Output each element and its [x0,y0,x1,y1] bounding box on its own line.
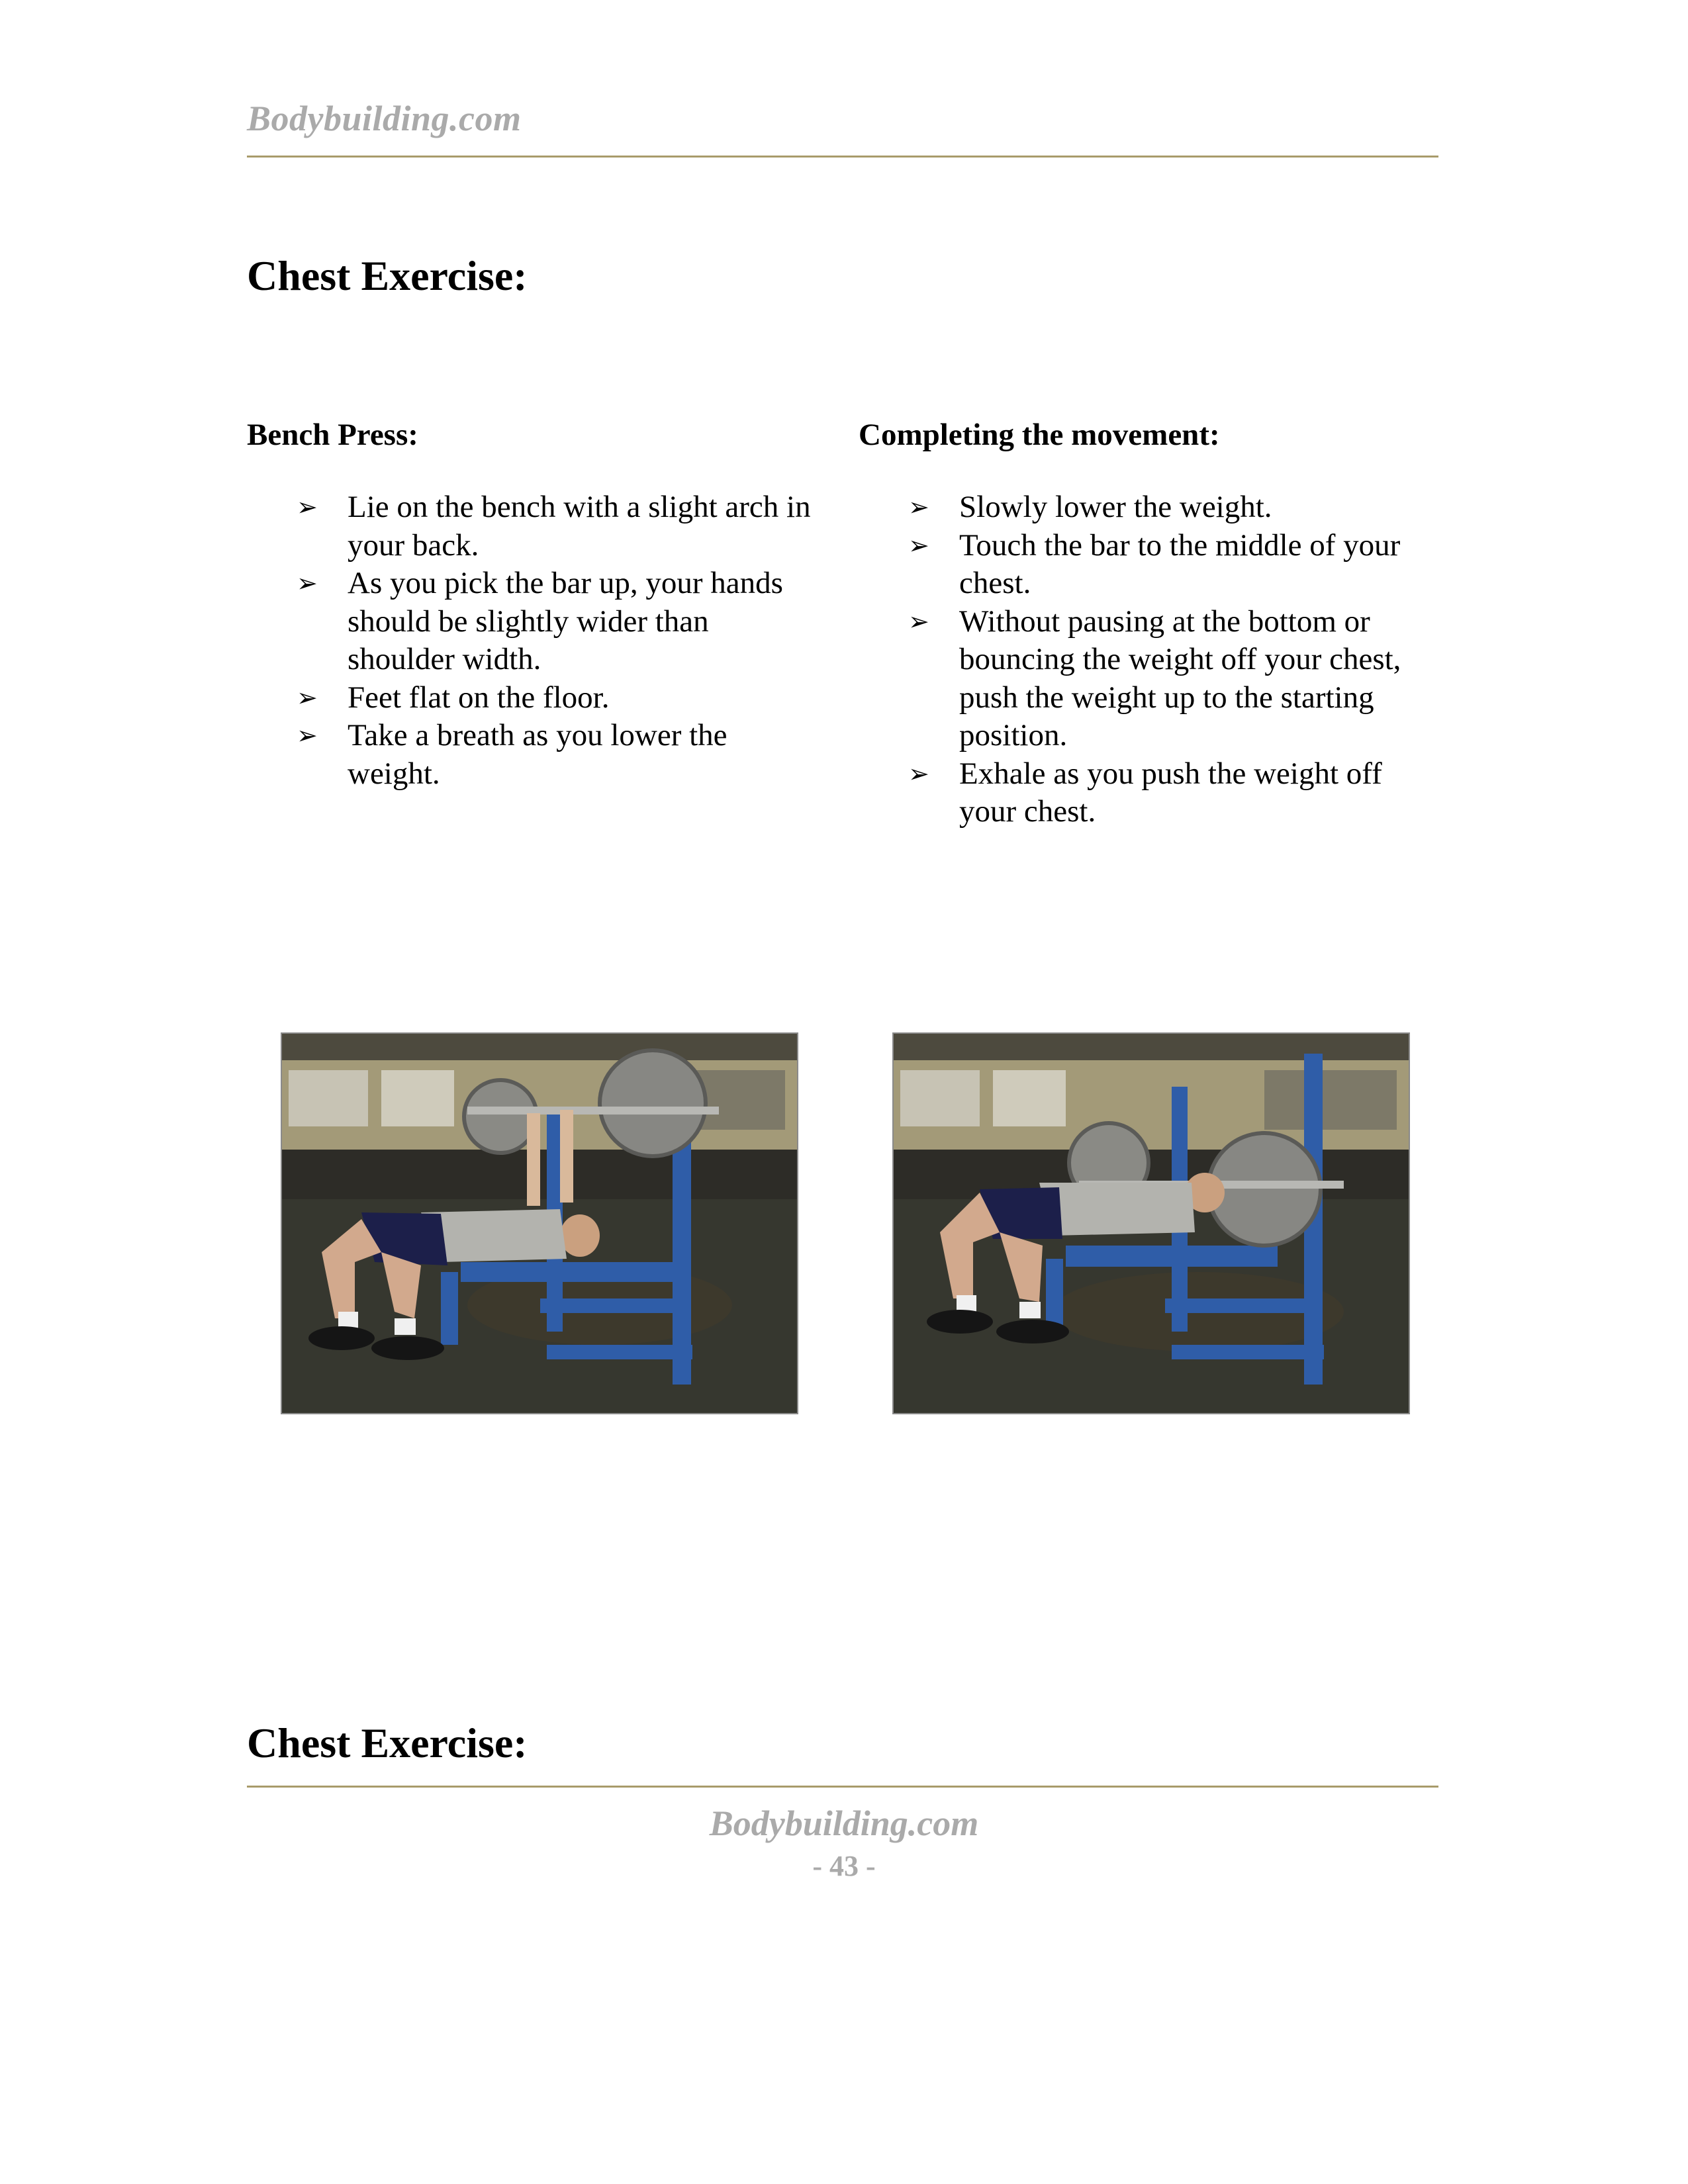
footer-title: Chest Exercise: [247,1719,528,1766]
arrow-bullet-icon: ➢ [297,682,318,712]
footer-brand: Bodybuilding.com [709,1803,979,1843]
list-item-text: Exhale as you push the weight off your chest. [959,756,1382,829]
arrow-bullet-icon: ➢ [908,606,929,636]
footer-rule [247,1786,1438,1788]
list-item-text: Lie on the bench with a slight arch in your back. [348,490,811,563]
bench-press-lowered-illustration [894,1034,1409,1413]
list-item-text: As you pick the bar up, your hands should be slightly wider than shoulder width. [348,566,783,676]
list-item [859,755,1428,831]
arrow-bullet-icon: ➢ [908,492,929,522]
bench-press-column [247,416,816,793]
list-item [247,717,816,793]
arrow-bullet-icon: ➢ [908,530,929,560]
list-item-text: Touch the bar to the middle of your chest. [959,527,1401,600]
bench-press-lowered-photo [892,1032,1410,1414]
list-item-text: Take a breath as you lower the weight. [348,718,727,791]
list-item-text: Feet flat on the floor. [348,680,610,715]
header-brand: Bodybuilding.com [247,99,522,138]
arrow-bullet-icon: ➢ [297,569,318,598]
completing-movement-column [859,416,1428,831]
arrow-bullet-icon: ➢ [297,721,318,750]
list-item [859,603,1428,755]
list-item [247,679,816,717]
header-rule [247,156,1438,158]
arrow-bullet-icon: ➢ [297,492,318,522]
bench-press-start-illustration [282,1034,797,1413]
list-item [247,565,816,679]
completing-movement-list [859,488,1428,831]
list-item [247,488,816,565]
arrow-bullet-icon: ➢ [908,758,929,788]
list-item [859,488,1428,527]
list-item-text: Without pausing at the bottom or bouncing the weight off your chest, push the weight up to the starting position. [959,604,1401,752]
page-title: Chest Exercise: [247,252,528,299]
page-number: - 43 - [812,1850,876,1882]
bench-press-list [247,488,816,793]
bench-press-heading: Bench Press: [247,418,418,452]
list-item [859,527,1428,603]
list-item-text: Slowly lower the weight. [959,490,1272,524]
completing-movement-heading: Completing the movement: [859,418,1220,452]
bench-press-start-photo [281,1032,798,1414]
